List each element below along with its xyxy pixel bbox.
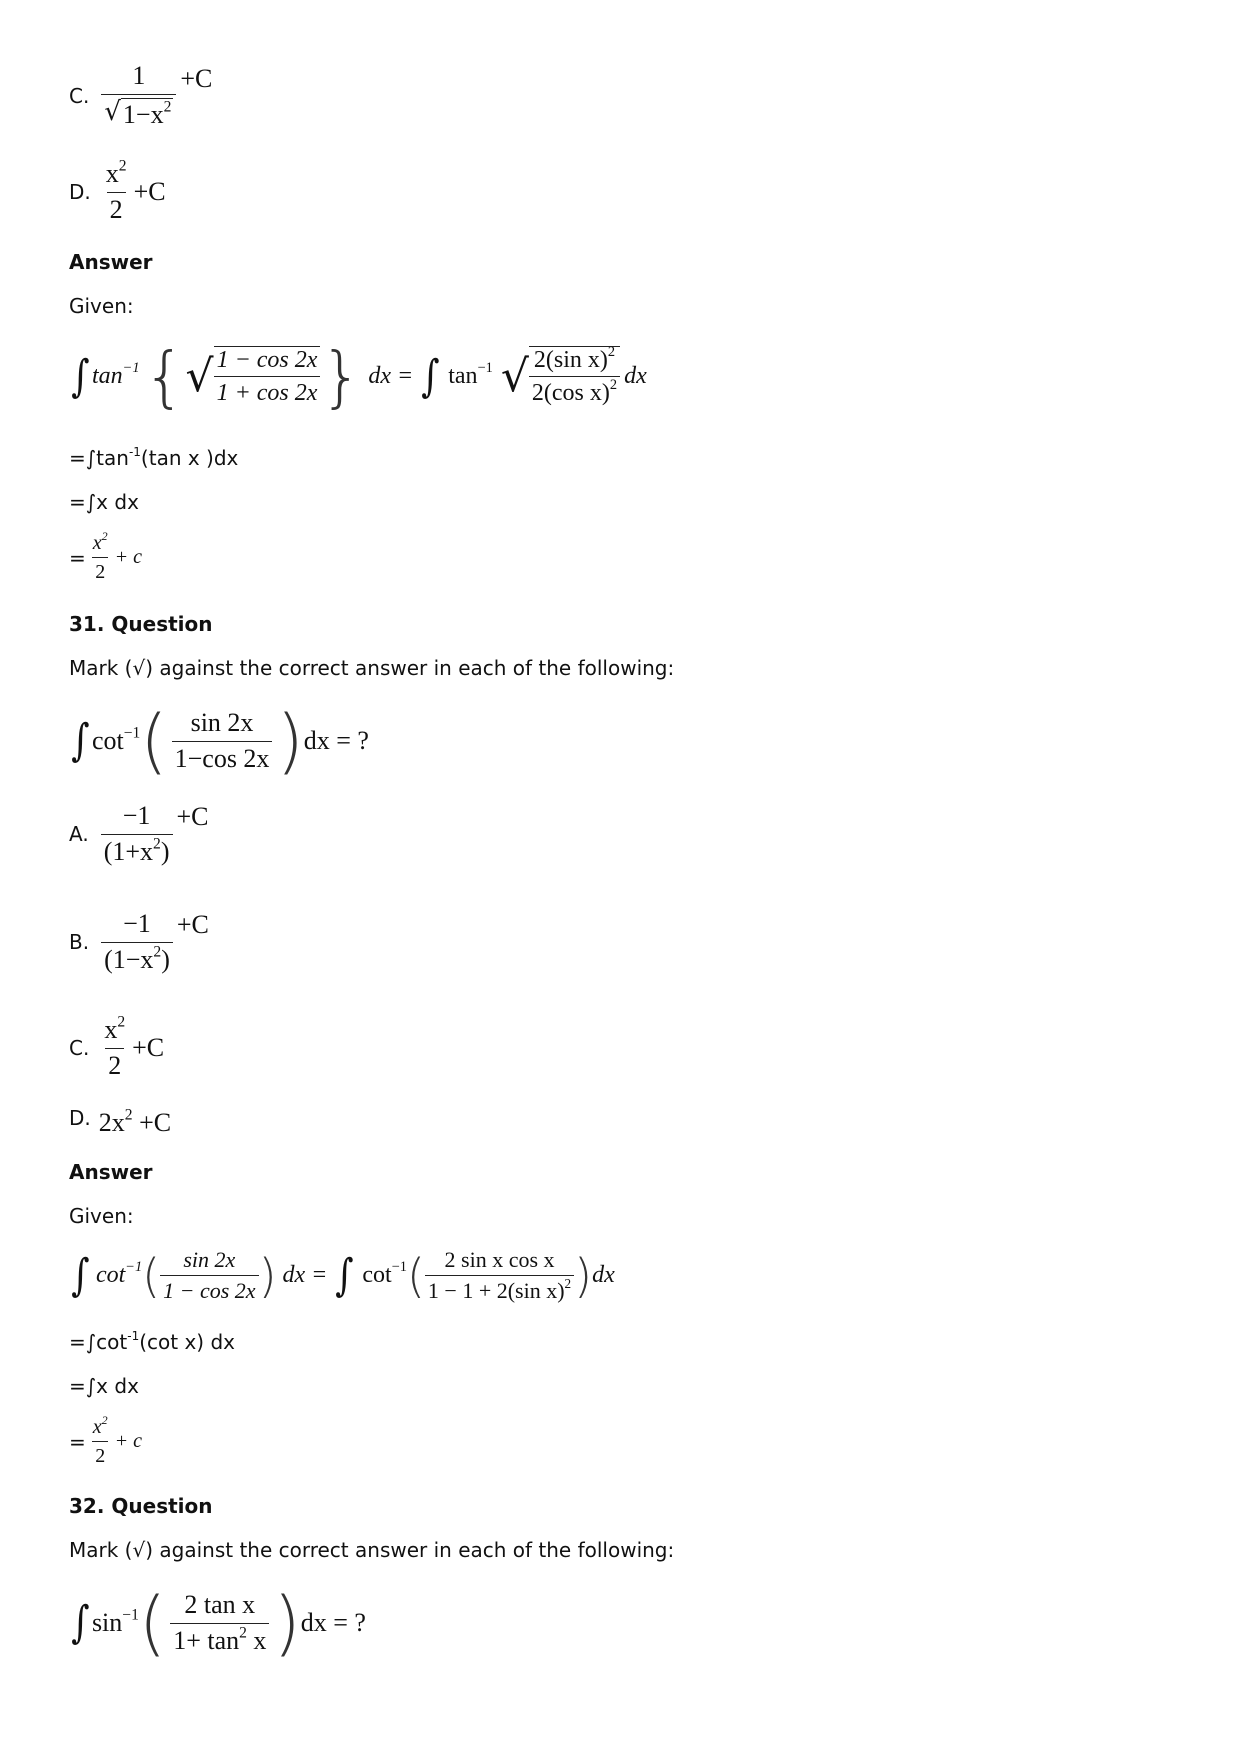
option-c-fraction: 1 √ $1-x^2$ <box>101 62 176 129</box>
q31-option-c[interactable]: C. $\frac{x^2}{2}$ +C <box>69 1013 165 1080</box>
q31-given-equation: ∫ $\cot^{-1}$ ( $\frac{\sin 2x}{1 - \cos 2x}$ ) dx = ∫ $\cot^{-1}$ ( $\frac{\text{2 sin x cos x}}{1 - 1 + 2(\sin x)^2}$ ) dx <box>71 1247 615 1304</box>
question-heading: 31. Question <box>69 612 213 636</box>
question-instruction: Mark (√) against the correct answer in each of the following: <box>69 1538 675 1562</box>
sqrt: √ $\frac{2(\sin x)^2}{2(\cos x)^2}$ <box>501 346 620 408</box>
q32-question-expression: ∫ $\sin^{-1}$ ( $\frac{\text{2 tan x}}{1+ \tan^2 x}$ ) dx = ? <box>71 1582 366 1664</box>
step-2: =∫x dx <box>69 1374 139 1398</box>
integral-sign: ∫ <box>71 350 90 402</box>
answer-heading: Answer <box>69 250 153 274</box>
question-heading: 32. Question <box>69 1494 213 1518</box>
left-brace: { <box>143 338 186 415</box>
right-paren: ) <box>276 700 304 782</box>
q31-option-b[interactable]: B. $\frac{-1}{(1-x^2)}$ +C <box>69 909 209 974</box>
sqrt: √ $1-x^2$ <box>104 96 172 129</box>
q31-option-d[interactable]: D. $2x^2 +C$ <box>69 1106 172 1137</box>
step-2: =∫x dx <box>69 490 139 514</box>
q30-option-c[interactable]: C. 1 √ $1-x^2$ +C <box>69 61 213 129</box>
option-label: C. <box>69 83 90 108</box>
q31-option-a[interactable]: A. $\frac{-1}{(1+x^2)}$ +C <box>69 801 209 866</box>
option-d-fraction: $\frac{x^2}{2}$ <box>105 157 127 224</box>
q31-question-expression: ∫ $\cot^{-1}$ ( $\frac{\sin 2x}{1-\cos 2x}$ ) dx = ? <box>71 700 369 782</box>
sqrt: √ $\frac{1 - \cos 2x}{1 + \cos 2x}$ <box>186 346 321 408</box>
step-3: = $\frac{x^2}{2}$ + c <box>69 1413 143 1467</box>
integral-sign: ∫ <box>71 1597 90 1648</box>
step-1: $=\int\cot^{-1}(\cot$ x) dx <box>69 1329 235 1354</box>
step-3: = $\frac{x^2}{2}$ + c <box>69 529 143 583</box>
integral-sign: ∫ <box>71 715 90 766</box>
step-1: $=\int\tan^{-1}(\tan$ x )dx <box>69 445 239 470</box>
given-label: Given: <box>69 1204 134 1228</box>
q30-given-equation: ∫ $\tan^{-1}$ { √ $\frac{1 - \cos 2x}{1 + \cos 2x}$ } dx = ∫ $\tan^{-1}$ √ $\frac{2(\sin x)^2}{2(\cos x)^2}$ dx <box>71 338 647 415</box>
answer-heading: Answer <box>69 1160 153 1184</box>
left-paren: ( <box>140 700 168 782</box>
question-instruction: Mark (√) against the correct answer in each of the following: <box>69 656 675 680</box>
given-label: Given: <box>69 294 134 318</box>
right-brace: } <box>320 338 363 415</box>
q30-option-d[interactable]: D. $\frac{x^2}{2}$ +C <box>69 157 166 224</box>
